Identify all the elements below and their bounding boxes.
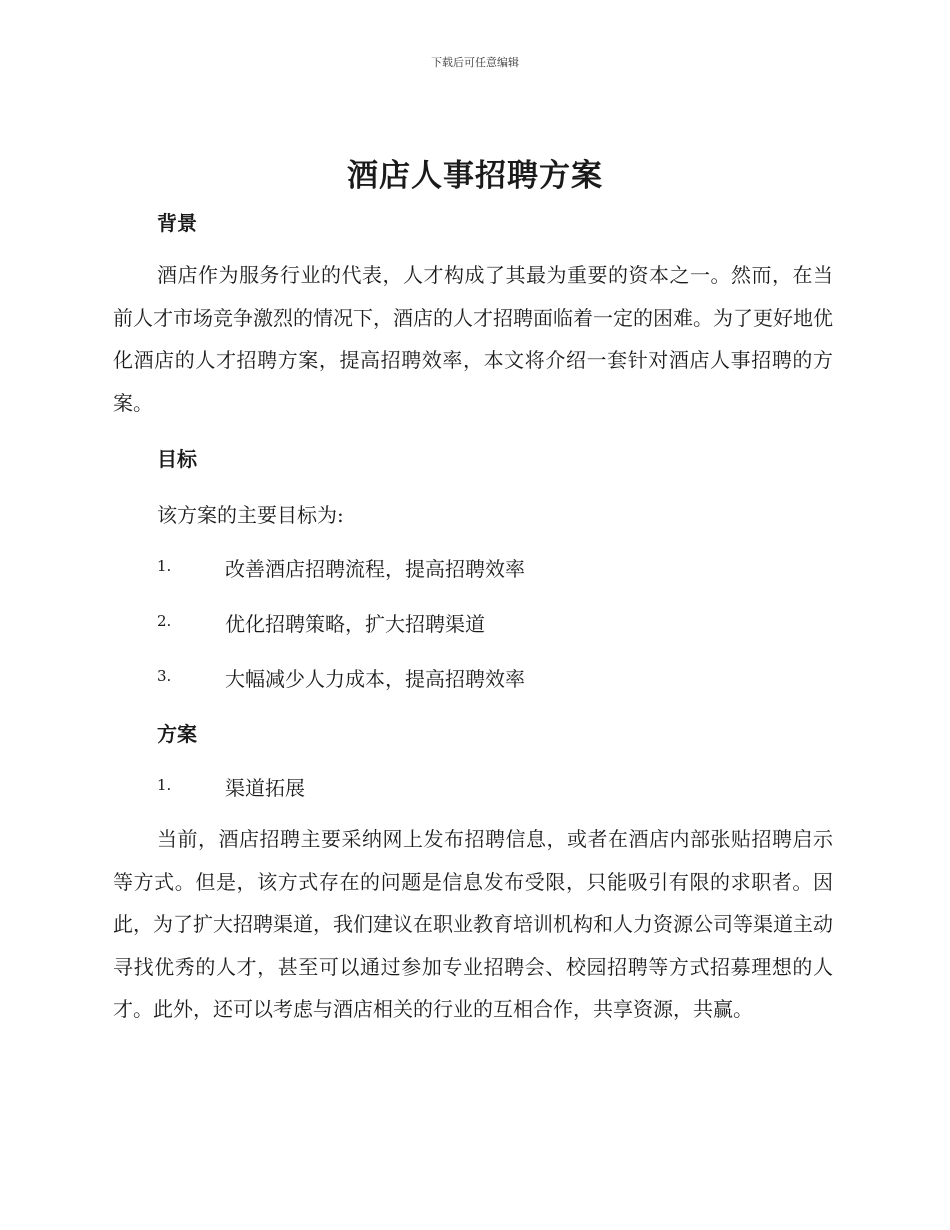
section-heading-goals: 目标 — [157, 447, 197, 471]
list-number: 1. — [157, 557, 172, 575]
list-number: 3. — [157, 667, 172, 685]
plan-paragraph: 当前，酒店招聘主要采纳网上发布招聘信息，或者在酒店内部张贴招聘启示等方式。但是，该方式存在的问题是信息发布受限，只能吸引有限的求职者。因此，为了扩大招聘渠道，我们建议在职业教育培训机构和人力资源公司等渠道主动寻找优秀的人才，甚至可以通过参加专业招聘会、校园招聘等方式招募理想的人才。此外，还可以考虑与酒店相关的行业的互相合作，共享资源，共赢。 — [113, 827, 833, 1021]
list-number: 1. — [157, 776, 172, 794]
section-heading-background: 背景 — [157, 211, 197, 235]
goals-intro: 该方案的主要目标为: — [157, 503, 344, 527]
list-text: 改善酒店招聘流程，提高招聘效率 — [225, 557, 525, 581]
section-heading-plan: 方案 — [157, 722, 197, 746]
list-text: 大幅减少人力成本，提高招聘效率 — [225, 667, 525, 691]
list-text: 渠道拓展 — [225, 776, 305, 800]
document-title: 酒店人事招聘方案 — [347, 158, 603, 194]
list-text: 优化招聘策略，扩大招聘渠道 — [225, 612, 485, 636]
background-paragraph: 酒店作为服务行业的代表，人才构成了其最为重要的资本之一。然而，在当前人才市场竞争激烈的情况下，酒店的人才招聘面临着一定的困难。为了更好地优化酒店的人才招聘方案，提高招聘效率，本文将介绍一套针对酒店人事招聘的方案。 — [113, 263, 833, 415]
list-number: 2. — [157, 612, 172, 630]
header-note: 下载后可任意编辑 — [431, 56, 519, 69]
